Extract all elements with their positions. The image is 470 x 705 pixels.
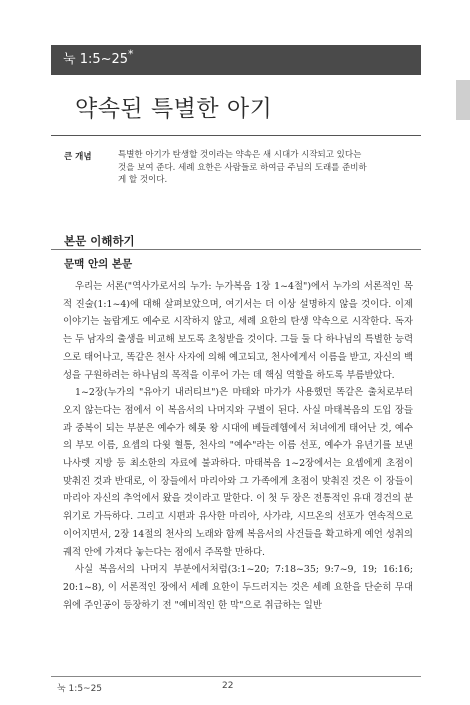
big-idea-label: 큰 개념 [64,152,92,162]
section-heading: 본문 이해하기 [64,234,135,248]
section-subheading: 문맥 안의 본문 [64,258,133,270]
big-idea-text: 특별한 아기가 탄생할 것이라는 약속은 새 시대가 시작되고 있다는 것을 보여 준다. 세례 요한은 사람들로 하여금 주님의 도래를 준비하게 할 것이다. [118,150,367,185]
body-paragraph-1: 우리는 서론("역사가로서의 누가: 누가복음 1장 1~4절")에서 누가의 서론적인 목적 진술(1:1~4)에 대해 살펴보았으며, 여기서는 더 이상 설명하지 않을 것이다. 이제 이야기는 놀랍게도 예수로 시작하지 않고, 세례 요한의 탄생 약속으로 시작한다. 독자는 두 남자의 출생을 비교해 보도록 초청받을 것이다. 그들 둘 다 하나님의 특별한 능력으로 태어나고, 똑같은 천사 사자에 의해 예고되고, 천사에게서 이름을 받고, 자신의 백성을 구원하려는 하나님의 목적을 이루어 가는 데 핵심 역할을 하도록 부름받았다. [63,281,413,381]
page-title: 약속된 특별한 아기 [75,96,273,122]
title-divider [51,135,421,136]
scripture-reference-band [51,45,421,75]
chapter-side-tab [456,80,470,120]
page-number: 22 [222,681,234,691]
section-divider [51,249,421,250]
footer-reference: 눅 1:5~25 [57,684,103,694]
footer-divider [51,676,421,677]
body-text [63,278,413,614]
footnote-asterisk: * [128,47,134,61]
body-paragraph-2: 1~2장(누가의 "유아기 내러티브")은 마태와 마가가 사용했던 똑같은 출처로부터 오지 않는다는 점에서 이 복음서의 나머지와 구별이 된다. 사실 마태복음의 도입 장들과 중복이 되는 부분은 예수가 헤롯 왕 시대에 베들레헴에서 처녀에게 태어난 것, 예수의 부모 이름, 요셉의 다윗 혈통, 천사의 "예수"라는 이름 선포, 예수가 유년기를 보낸 나사렛 지방 등 최소한의 자료에 불과하다. 마태복음 1~2장에서는 요셉에게 초점이 맞춰진 것과 반대로, 이 장들에서 마리아와 그 가족에게 초점이 맞춰진 것은 이 장들이 마리아 자신의 추억에서 왔을 것이라고 말한다. 이 첫 두 장은 전통적인 유대 경건의 분위기로 가득하다. 그리고 시편과 유사한 마리아, 사가랴, 시므온의 선포가 연속적으로 이어지면서, 2장 14절의 천사의 노래와 함께 복음서의 사건들을 확고하게 예언 성취의 궤적 안에 가져다 놓는다는 점에서 주목할 만하다. [63,387,413,558]
scripture-reference: 눅 1:5~25 [63,52,129,67]
body-paragraph-3: 사실 복음서의 나머지 부분에서처럼(3:1~20; 7:18~35; 9:7~9, 19; 16:16; 20:1~8), 이 서론적인 장에서 세례 요한이 두드러지는 것은 세례 요한을 단순히 무대 위에 주인공이 등장하기 전 "예비적인 한 막"으로 취급하는 일반 [63,564,413,611]
